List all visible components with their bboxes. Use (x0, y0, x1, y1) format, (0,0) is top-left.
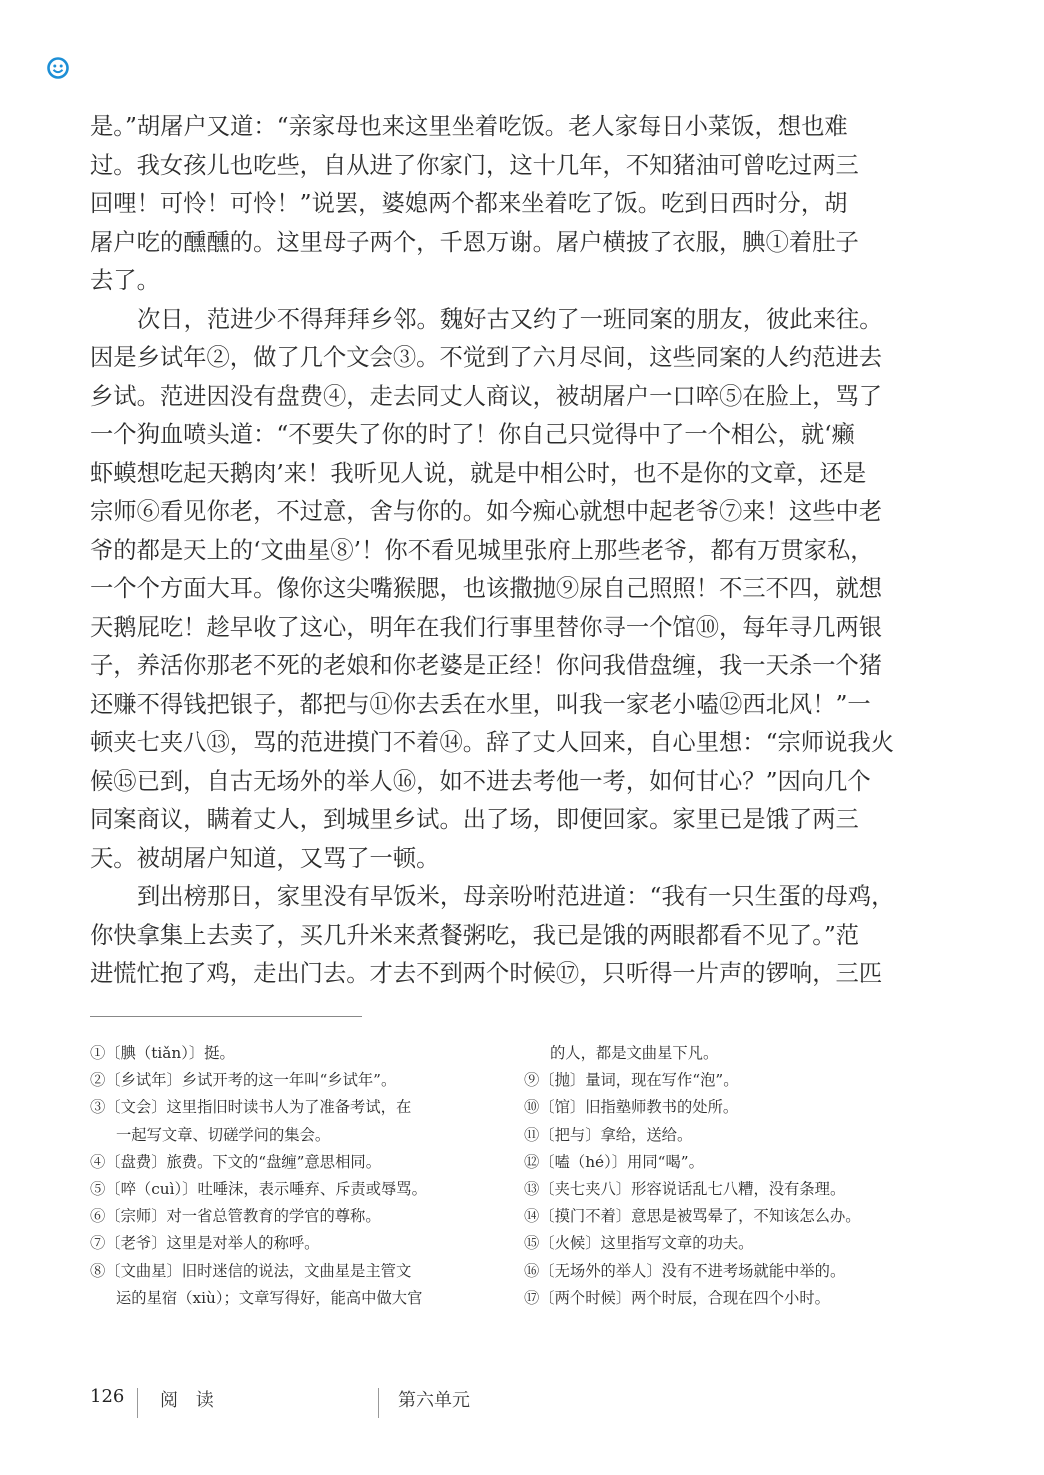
text-line: 因是乡试年②，做了几个文会③。不觉到了六月尽间，这些同案的人约范进去 (90, 344, 883, 371)
text-line: 回哩！可怜！可怜！”说罢，婆媳两个都来坐着吃了饭。吃到日西时分，胡 (90, 190, 848, 217)
main-text (90, 108, 920, 994)
text-line: 去了。 (90, 267, 160, 294)
footnote: ⑭〔摸门不着〕意思是被骂晕了，不知该怎么办。 (524, 1207, 861, 1226)
footnotes-left-column (90, 1040, 500, 1312)
text-line: 天鹅屁吃！趁早收了这心，明年在我们行事里替你寻一个馆⑩，每年寻几两银 (90, 613, 883, 641)
text-line: 次日，范进少不得拜拜乡邻。魏好古又约了一班同案的朋友，彼此来往。 (137, 305, 883, 333)
text-line: 一个个方面大耳。像你这尖嘴猴腮，也该撒抛⑨尿自己照照！不三不四，就想 (90, 575, 883, 602)
text-line: 爷的都是天上的‘文曲星⑧’！你不看见城里张府上那些老爷，都有万贯家私， (90, 536, 874, 564)
footnote-continuation: 一起写文章、切磋学问的集会。 (116, 1125, 331, 1144)
footnote: ⑦〔老爷〕这里是对举人的称呼。 (90, 1234, 320, 1253)
footnote-continuation: 的人，都是文曲星下凡。 (550, 1044, 719, 1062)
footnote-continuation: 运的星宿（xiù）；文章写得好，能高中做大官 (116, 1288, 423, 1307)
text-line: 天。被胡屠户知道，又骂了一顿。 (90, 844, 440, 872)
text-line: 还赚不得钱把银子，都把与⑪你去丢在水里，叫我一家老小嗑⑫西北风！”一 (90, 690, 871, 718)
footnote: ②〔乡试年〕乡试开考的这一年叫“乡试年”。 (90, 1071, 397, 1090)
footnote: ⑮〔火候〕这里指写文章的功夫。 (524, 1234, 754, 1253)
footnote: ⑩〔馆〕旧指塾师教书的处所。 (524, 1098, 739, 1117)
text-line: 宗师⑥看见你老，不过意，舍与你的。如今痴心就想中起老爷⑦来！这些中老 (90, 498, 883, 525)
footnote: ⑨〔抛〕量词，现在写作“泡”。 (524, 1071, 739, 1090)
footnote: ⑬〔夹七夹八〕形容说话乱七八糟，没有条理。 (524, 1179, 846, 1198)
text-line: 一个狗血喷头道：“不要失了你的时了！你自己只觉得中了一个相公，就‘癞 (90, 421, 855, 448)
footnote: ③〔文会〕这里指旧时读书人为了准备考试，在 (90, 1098, 412, 1117)
text-line: 虾蟆想吃起天鹅肉’来！我听见人说，就是中相公时，也不是你的文章，还是 (90, 459, 867, 487)
unit-title: 第六单元 (398, 1390, 470, 1411)
footer-divider (137, 1388, 138, 1418)
footnote: ⑧〔文曲星〕旧时迷信的说法，文曲星是主管文 (90, 1261, 412, 1280)
section-title: 阅 读 (160, 1390, 220, 1411)
footnote: ⑫〔嗑（hé）〕用同“喝”。 (524, 1152, 704, 1171)
text-line: 屠户吃的醺醺的。这里母子两个，千恩万谢。屠户横披了衣服，腆①着肚子 (90, 228, 859, 256)
footnote: ⑥〔宗师〕对一省总管教育的学官的尊称。 (90, 1207, 381, 1226)
text-line: 过。我女孩儿也吃些，自从进了你家门，这十几年，不知猪油可曾吃过两三 (90, 151, 859, 179)
footnote: ①〔腆（tiǎn）〕挺。 (90, 1044, 235, 1062)
text-line: 子，养活你那老不死的老娘和你老婆是正经！你问我借盘缠，我一天杀一个猪 (90, 652, 883, 679)
footer-divider (378, 1388, 379, 1418)
page-footer (0, 1386, 1044, 1422)
page-number: 126 (90, 1386, 125, 1407)
smiley-face-icon (46, 56, 70, 80)
footnote: ⑪〔把与〕拿给，送给。 (524, 1125, 693, 1144)
text-line: 到出榜那日，家里没有早饭米，母亲吩咐范进道：“我有一只生蛋的母鸡， (137, 883, 895, 910)
text-line: 是。”胡屠户又道：“亲家母也来这里坐着吃饭。老人家每日小菜饭，想也难 (90, 113, 848, 140)
text-line: 候⑮已到，自古无场外的举人⑯，如不进去考他一考，如何甘心？”因向几个 (90, 767, 871, 795)
text-line: 同案商议，瞒着丈人，到城里乡试。出了场，即便回家。家里已是饿了两三 (90, 806, 859, 833)
text-line: 进慌忙抱了鸡，走出门去。才去不到两个时候⑰，只听得一片声的锣响，三匹 (90, 960, 883, 987)
footnote-divider (90, 1016, 362, 1017)
footnote: ⑤〔啐（cuì）〕吐唾沫，表示唾弃、斥责或辱骂。 (90, 1179, 427, 1198)
text-line: 乡试。范进因没有盘费④，走去同丈人商议，被胡屠户一口啐⑤在脸上，骂了 (90, 382, 883, 410)
text-line: 你快拿集上去卖了，买几升米来煮餐粥吃，我已是饿的两眼都看不见了。”范 (90, 921, 860, 949)
footnotes-right-column (524, 1040, 944, 1312)
text-line: 顿夹七夹八⑬，骂的范进摸门不着⑭。辞了丈人回来，自心里想：“宗师说我火 (90, 729, 895, 756)
footnote: ⑯〔无场外的举人〕没有不进考场就能中举的。 (524, 1261, 846, 1280)
footnote: ⑰〔两个时候〕两个时辰，合现在四个小时。 (524, 1288, 830, 1307)
footnote: ④〔盘费〕旅费。下文的“盘缠”意思相同。 (90, 1152, 381, 1171)
